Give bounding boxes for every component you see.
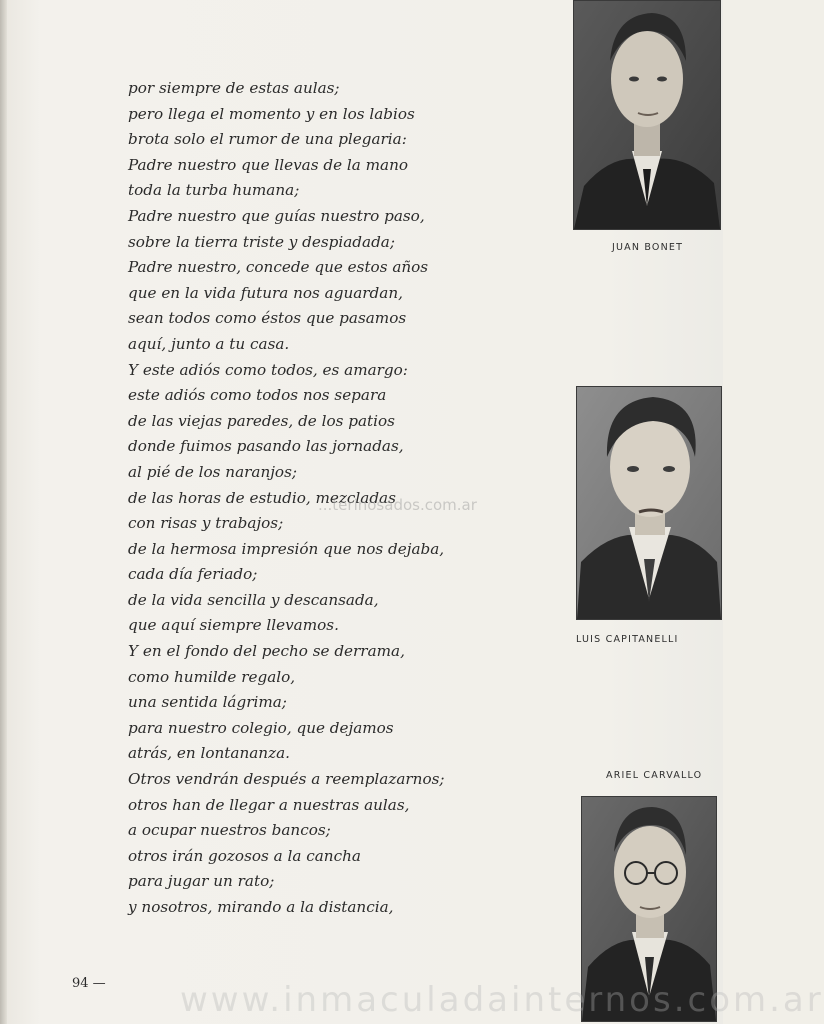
poem-line: de las horas de estudio, mezcladas [128,488,396,507]
portrait-illustration [574,1,720,229]
poem-line: pero llega el momento y en los labios [128,104,415,123]
watermark-overlay: ...terinosados.com.ar [318,496,477,514]
poem-line: toda la turba humana; [128,181,300,200]
portrait-caption: LUIS CAPITANELLI [576,634,679,645]
portrait-photo [576,386,722,620]
poem-line: por siempre de estas aulas; [128,79,340,97]
poem-line: al pié de los naranjos; [128,462,297,481]
poem-line: Padre nuestro que guías nuestro paso, [128,206,425,225]
poem-line: otros han de llegar a nuestras aulas, [128,795,410,814]
page-left-edge [0,0,7,1024]
poem-line: donde fuimos pasando las jornadas, [128,437,404,456]
poem-line: este adiós como todos nos separa [128,386,387,405]
poem-line: Otros vendrán después a reemplazarnos; [128,770,445,789]
poem-line: sobre la tierra triste y despiadada; [128,232,395,251]
poem-line: otros irán gozosos a la cancha [128,846,361,865]
poem-line: que aquí siempre llevamos. [128,616,339,635]
portrait-caption: JUAN BONET [612,242,684,253]
poem-line: de la vida sencilla y descansada, [128,590,379,609]
poem-line: brota solo el rumor de una plegaria: [128,130,407,149]
portrait-illustration [577,387,721,619]
poem-line: Padre nuestro que llevas de la mano [128,155,409,174]
portrait-caption: ARIEL CARVALLO [606,770,703,781]
poem-line: de la hermosa impresión que nos dejaba, [128,539,445,558]
poem-line: de las viejas paredes, de los patios [128,411,395,430]
poem-line: a ocupar nuestros bancos; [128,821,331,840]
poem-line: con risas y trabajos; [128,514,284,533]
page-number: 94 — [72,976,106,991]
poem-line: Padre nuestro, concede que estos años [128,258,429,277]
poem-line: una sentida lágrima; [128,693,287,712]
poem-line: que en la vida futura nos aguardan, [128,283,403,302]
poem-line: atrás, en lontananza. [128,744,290,763]
poem-line: Y este adiós como todos, es amargo: [128,360,408,379]
poem-line: y nosotros, mirando a la distancia, [128,898,394,916]
poem-line: para jugar un rato; [128,872,275,891]
poem-line: Y en el fondo del pecho se derrama, [128,642,405,661]
poem-line: sean todos como éstos que pasamos [128,309,407,328]
poem-line: para nuestro colegio, que dejamos [128,718,394,737]
portrait-photo [573,0,721,230]
poem-line: cada día feriado; [128,565,258,584]
watermark-url: www.inmaculadainternos.com.ar [180,980,824,1020]
poem-line: aquí, junto a tu casa. [128,334,290,353]
poem-line: como humilde regalo, [128,667,296,686]
